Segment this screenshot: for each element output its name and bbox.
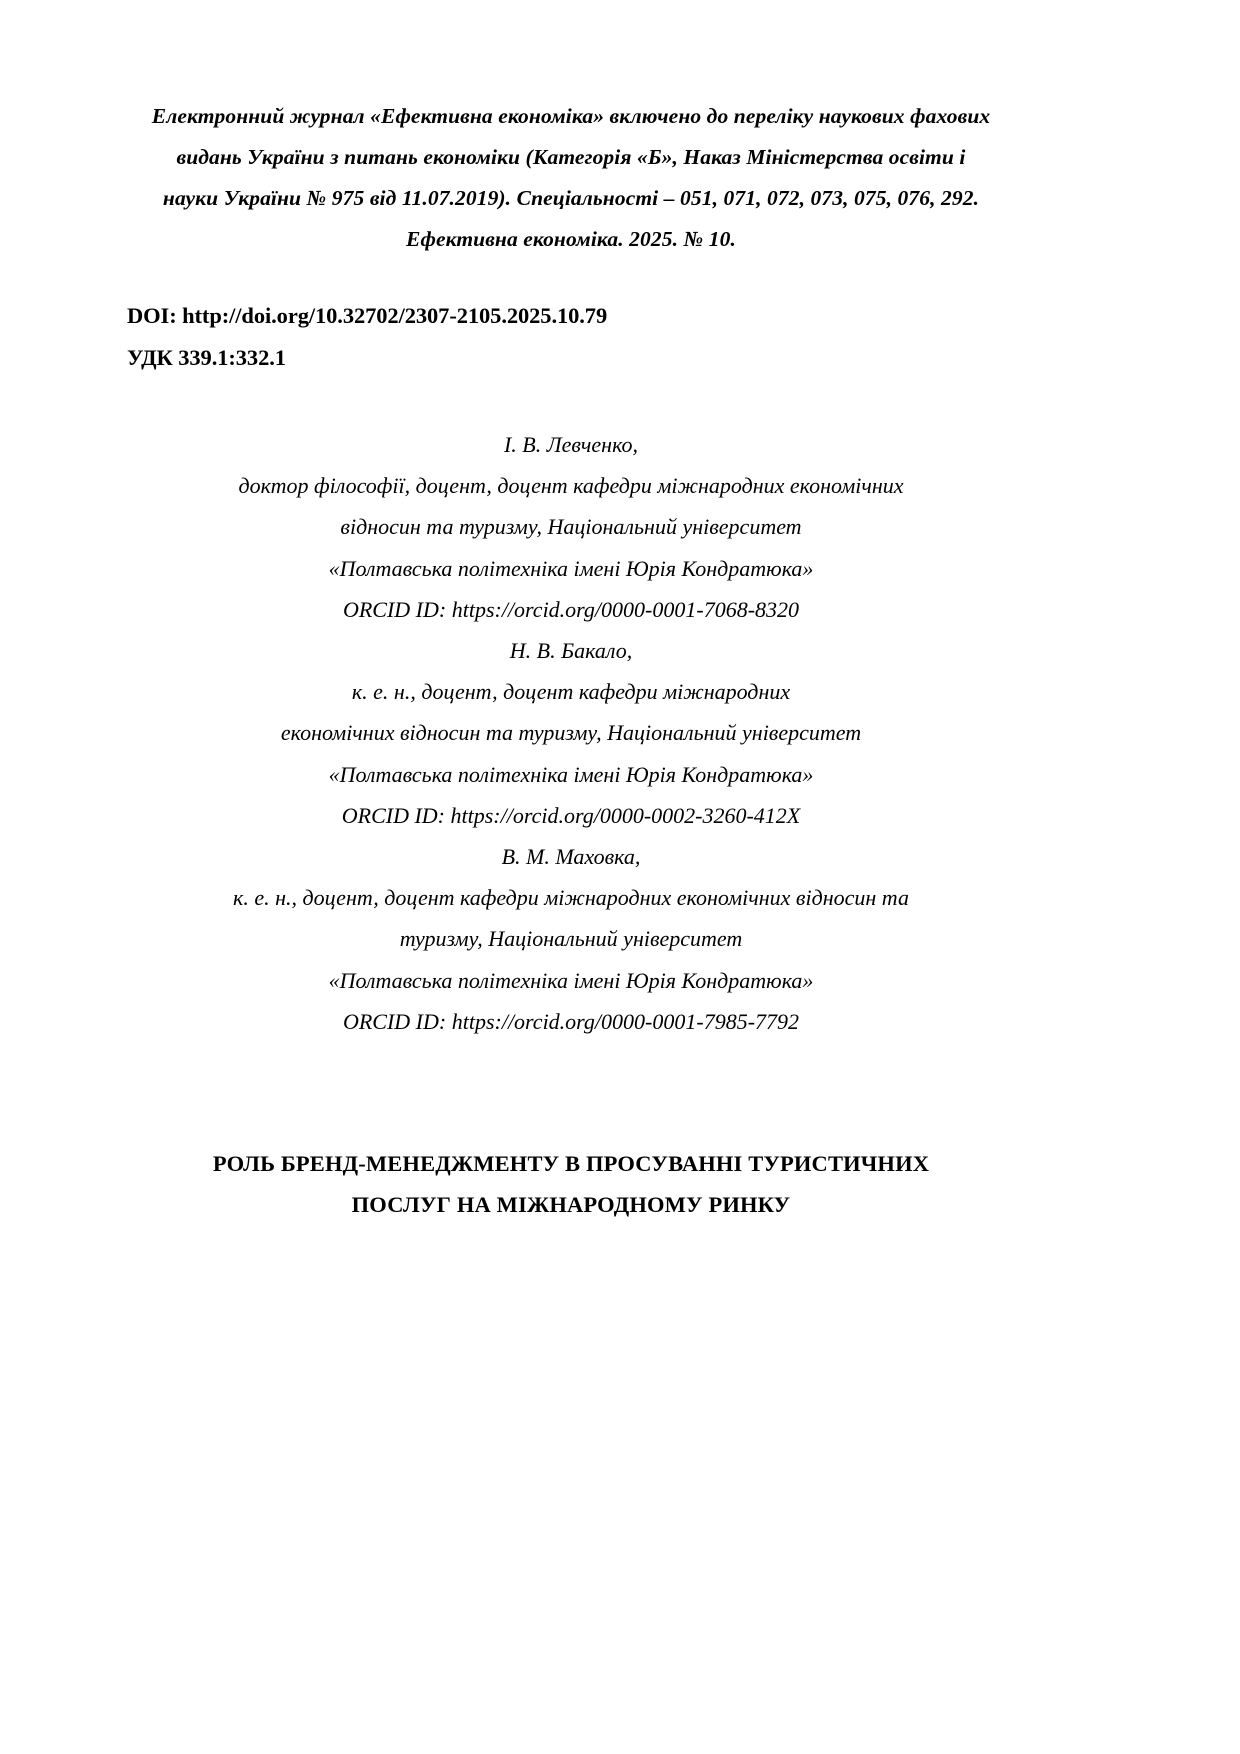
identifiers-block <box>127 295 1027 379</box>
journal-issue-line: Ефективна економіка. 2025. № 10. <box>406 227 736 251</box>
journal-header-line-2: видань України з питань економіки (Категорія «Б», Наказ Міністерства освіти і <box>176 145 966 169</box>
author-position-line-1: к. е. н., доцент, доцент кафедри міжнародних <box>351 679 791 705</box>
article-title <box>127 1143 1015 1225</box>
article-title-line-2: ПОСЛУГ НА МІЖНАРОДНОМУ РИНКУ <box>351 1192 791 1217</box>
author-position-line-1: доктор філософії, доцент, доцент кафедри міжнародних економічних <box>238 473 904 499</box>
author-name: Н. В. Бакало, <box>509 638 633 664</box>
author-orcid[interactable]: ORCID ID: https://orcid.org/0000-0001-7985-7792 <box>342 1008 800 1034</box>
authors-block <box>127 424 1015 1042</box>
author-orcid[interactable]: ORCID ID: https://orcid.org/0000-0002-3260-412X <box>341 802 801 828</box>
author-entry-2 <box>127 630 1015 836</box>
article-title-line-1: РОЛЬ БРЕНД-МЕНЕДЖМЕНТУ В ПРОСУВАННІ ТУРИСТИЧНИХ <box>212 1151 930 1176</box>
author-institution: «Полтавська політехніка імені Юрія Кондратюка» <box>328 761 814 787</box>
author-institution: «Полтавська політехніка імені Юрія Кондратюка» <box>328 967 814 993</box>
author-name: В. М. Маховка, <box>501 844 641 870</box>
author-position-line-1: к. е. н., доцент, доцент кафедри міжнародних економічних відносин та <box>233 885 909 911</box>
author-position-line-2: економічних відносин та туризму, Національний університет <box>280 720 862 746</box>
author-institution: «Полтавська політехніка імені Юрія Кондратюка» <box>328 555 814 581</box>
author-orcid[interactable]: ORCID ID: https://orcid.org/0000-0001-7068-8320 <box>342 596 800 622</box>
author-position-line-2: відносин та туризму, Національний університет <box>340 514 802 540</box>
author-entry-1 <box>127 424 1015 630</box>
journal-header-block <box>127 96 1015 260</box>
journal-header-line-1: Електронний журнал «Ефективна економіка» включено до переліку наукових фахових <box>151 104 991 128</box>
author-position-line-2: туризму, Національний університет <box>399 926 743 952</box>
author-entry-3 <box>127 836 1015 1042</box>
doi-line[interactable]: DOI: http://doi.org/10.32702/2307-2105.2025.10.79 <box>127 303 608 328</box>
author-name: І. В. Левченко, <box>503 432 639 457</box>
udc-line: УДК 339.1:332.1 <box>127 345 286 370</box>
journal-header-line-3: науки України № 975 від 11.07.2019). Спеціальності – 051, 071, 072, 073, 075, 076, 292. <box>162 186 980 210</box>
